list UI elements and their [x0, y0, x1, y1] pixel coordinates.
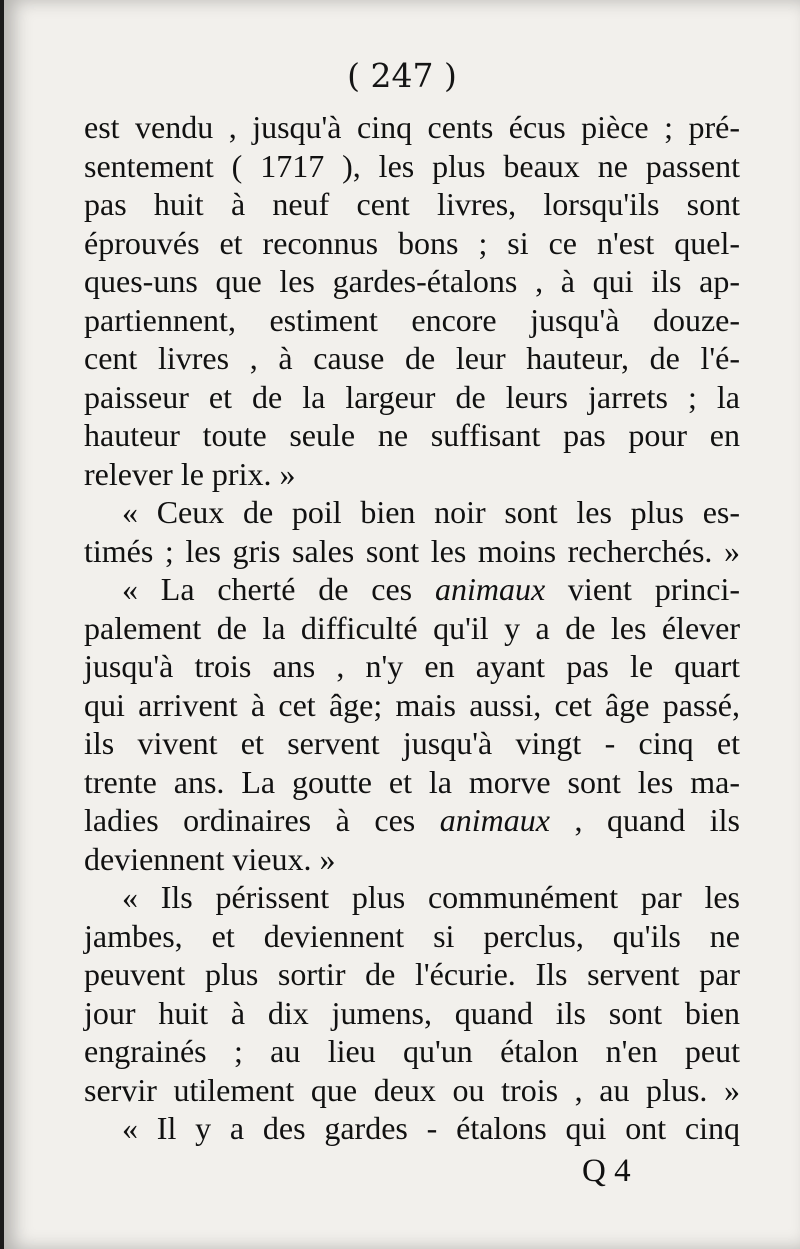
text-line-26: servir utilement que deux ou trois , au plus. »: [84, 1071, 740, 1108]
text-line-4: éprouvés et reconnus bons ; si ce n'est quel-: [84, 224, 740, 261]
italic-word: animaux: [439, 802, 550, 838]
text-line-12: timés ; les gris sales sont les moins recherchés. »: [84, 532, 740, 569]
text-line-17: ils vivent et servent jusqu'à vingt - cinq et: [84, 725, 740, 761]
text-line-15: jusqu'à trois ans , n'y en ayant pas le quart: [84, 648, 740, 684]
text-line-6: partiennent, estiment encore jusqu'à douze-: [84, 301, 740, 338]
text-line-25: engrainés ; au lieu qu'un étalon n'en peut: [84, 1033, 740, 1069]
text-line-8: paisseur et de la largeur de leurs jarrets ; la: [84, 378, 740, 415]
text-line-23: peuvent plus sortir de l'écurie. Ils servent par: [84, 956, 740, 992]
text-line-19: ladies ordinaires à ces animaux , quand ils: [84, 802, 741, 838]
text-line-7: cent livres , à cause de leur hauteur, de l'é-: [84, 340, 740, 376]
text-line-13: « La cherté de ces animaux vient princi-: [122, 571, 741, 607]
italic-word: animaux: [434, 571, 546, 607]
text-line-1: est vendu , jusqu'à cinq cents écus pièce ; pré-: [84, 109, 740, 145]
text-line-3: pas huit à neuf cent livres, lorsqu'ils sont: [84, 186, 740, 222]
body-text: [84, 108, 740, 1148]
text-line-24: jour huit à dix jumens, quand ils sont bien: [84, 994, 740, 1031]
text-line-11: « Ceux de poil bien noir sont les plus es-: [122, 494, 740, 530]
signature-mark: Q 4: [582, 1153, 631, 1189]
text-line-9: hauteur toute seule ne suffisant pas pour en: [84, 417, 740, 453]
page-number: ( 247 ): [347, 56, 457, 95]
text-line-18: trente ans. La goutte et la morve sont les ma-: [84, 763, 740, 800]
text-line-21: « Ils périssent plus communément par les: [122, 879, 740, 915]
book-page: [4, 0, 800, 1249]
text-line-27: « Il y a des gardes - étalons qui ont cinq: [122, 1110, 740, 1146]
text-line-16: qui arrivent à cet âge; mais aussi, cet âge passé,: [84, 686, 740, 723]
text-line-2: sentement ( 1717 ), les plus beaux ne passent: [84, 147, 740, 184]
text-line-10: relever le prix. »: [84, 455, 296, 492]
text-line-14: palement de la difficulté qu'il y a de les élever: [84, 609, 740, 646]
text-line-5: ques-uns que les gardes-étalons , à qui ils ap-: [84, 263, 740, 299]
text-line-20: deviennent vieux. »: [84, 840, 336, 877]
text-line-22: jambes, et deviennent si perclus, qu'ils ne: [84, 917, 740, 954]
